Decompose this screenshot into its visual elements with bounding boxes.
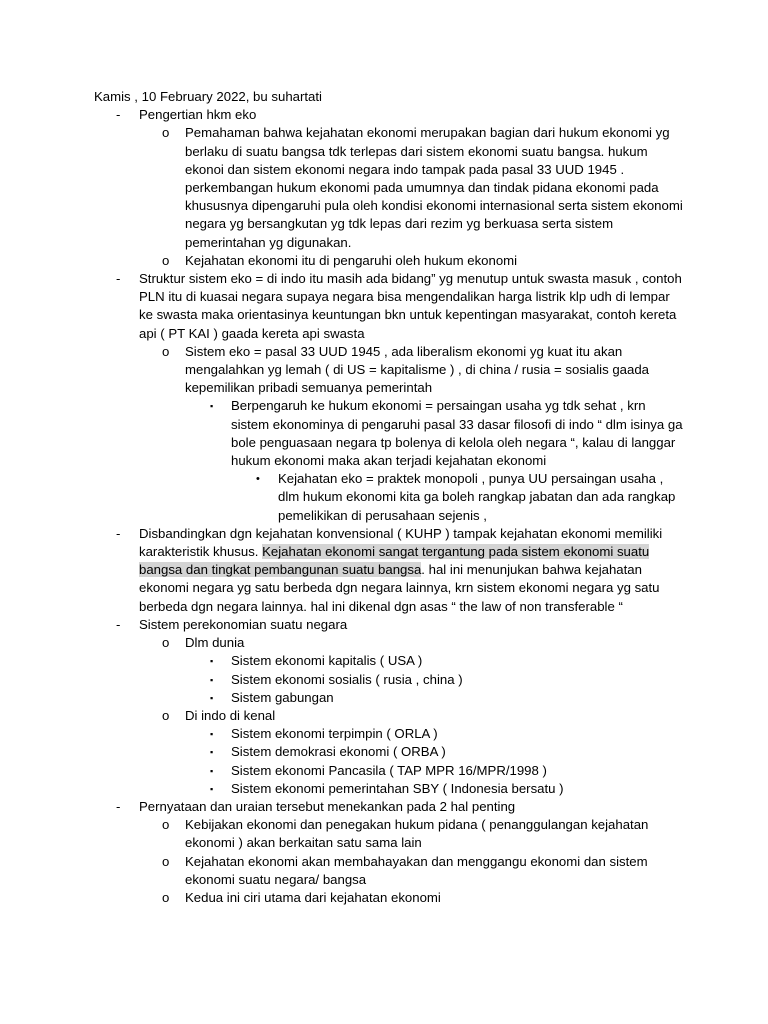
circle-marker: o <box>162 817 170 833</box>
item-text: Kejahatan eko = praktek monopoli , punya UU persaingan usaha , dlm hukum ekonomi kita ga boleh rangkap jabatan dan ada rangkap pemelikikan di perusahaan sejenis , <box>278 471 676 523</box>
list-item <box>94 270 684 343</box>
item-text: Disbandingkan dgn kejahatan konvensional ( KUHP ) tampak kejahatan ekonomi memiliki karakteristik khusus. <box>139 525 663 560</box>
dash-marker: - <box>116 798 121 814</box>
list-item <box>94 889 684 907</box>
circle-marker: o <box>162 853 170 869</box>
item-text: Sistem eko = pasal 33 UUD 1945 , ada liberalism ekonomi yg kuat itu akan mengalahkan yg lemah ( di US = kapitalisme ) , di china / rusia = sosialis gaada kepemilikan pribadi semuanya pemerintah <box>185 343 649 396</box>
item-text: Kejahatan ekonomi itu di pengaruhi oleh hukum ekonomi <box>185 252 518 268</box>
square-marker: ▪ <box>210 747 214 758</box>
item-text: Struktur sistem eko = di indo itu masih ada bidang” yg menutup untuk swasta masuk , contoh PLN itu di kuasai negara supaya negara bisa mengendalikan harga listrik klp udh di lempar ke swasta maka orientasinya keuntungan bkn untuk kepentingan masyarakat, contoh kereta api ( PT KAI ) gaada kereta api swasta <box>139 271 682 341</box>
page-header: Kamis , 10 February 2022, bu suhartati <box>94 89 322 104</box>
square-marker: ▪ <box>210 674 214 685</box>
item-text: Sistem ekonomi Pancasila ( TAP MPR 16/MPR/1998 ) <box>231 762 547 778</box>
item-text: . hal ini menunjukan bahwa kejahatan ekonomi negara yg satu berbeda dgn negara lainnya, krn sistem ekonomi negara yg satu berbeda dgn negara lainnya. hal ini dikenal dgn asas “ the law of non transferable “ <box>139 562 660 614</box>
list-item <box>94 525 684 616</box>
circle-marker: o <box>162 252 170 268</box>
dash-marker: - <box>116 271 121 287</box>
item-text: Sistem ekonomi kapitalis ( USA ) <box>231 653 423 669</box>
item-text: Dlm dunia <box>185 635 245 651</box>
item-text: Pernyataan dan uraian tersebut menekankan pada 2 hal penting <box>139 798 516 814</box>
list-item <box>94 616 684 634</box>
list-item <box>94 762 684 780</box>
dash-marker: - <box>116 525 121 541</box>
list-item <box>94 124 684 251</box>
circle-marker: o <box>162 635 170 651</box>
list-item <box>94 743 684 761</box>
list-item <box>94 652 684 670</box>
list-item <box>94 853 684 889</box>
list-item <box>94 798 684 816</box>
highlighted-text: Kejahatan ekonomi sangat tergantung pada sistem ekonomi suatu bangsa dan tingkat pembangunan suatu bangsa <box>139 544 650 578</box>
list-item <box>94 470 684 525</box>
item-text: Sistem ekonomi pemerintahan SBY ( Indonesia bersatu ) <box>231 780 564 796</box>
circle-marker: o <box>162 707 170 723</box>
bullet-marker: • <box>256 473 260 486</box>
item-text: Sistem ekonomi terpimpin ( ORLA ) <box>231 726 438 742</box>
circle-marker: o <box>162 343 170 359</box>
item-text: Di indo di kenal <box>185 707 276 723</box>
list-item <box>94 634 684 652</box>
square-marker: ▪ <box>210 729 214 740</box>
list-item <box>94 780 684 798</box>
item-text: Sistem ekonomi sosialis ( rusia , china ) <box>231 671 463 687</box>
circle-marker: o <box>162 125 170 141</box>
list-item <box>94 252 684 270</box>
list-item <box>94 671 684 689</box>
item-text: Pengertian hkm eko <box>139 107 257 123</box>
item-text: Kebijakan ekonomi dan penegakan hukum pidana ( penanggulangan kejahatan ekonomi ) akan berkaitan satu sama lain <box>185 817 649 851</box>
list-item <box>94 397 684 470</box>
list-item <box>94 689 684 707</box>
item-text: Sistem demokrasi ekonomi ( ORBA ) <box>231 744 446 760</box>
list-item <box>94 725 684 743</box>
square-marker: ▪ <box>210 401 214 412</box>
list-item <box>94 343 684 398</box>
item-text: Kejahatan ekonomi akan membahayakan dan menggangu ekonomi dan sistem ekonomi suatu negara/ bangsa <box>185 853 648 887</box>
dash-marker: - <box>116 107 121 123</box>
list-item <box>94 106 684 124</box>
item-text: Sistem gabungan <box>231 689 334 705</box>
item-text: Pemahaman bahwa kejahatan ekonomi merupakan bagian dari hukum ekonomi yg berlaku di suatu bangsa tdk terlepas dari sistem ekonomi suatu bangsa. hukum ekonoi dan sistem ekonomi negara indo tampak pada pasal 33 UUD 1945 . perkembangan hukum ekonomi pada umumnya dan tindak pidana ekonomi pada khususnya dipengaruhi pula oleh kondisi ekonomi internasional serta sistem ekonomi negara yg bersangkutan yg tdk lepas dari rezim yg berkuasa serta sistem pemerintahan yg digunakan. <box>185 125 683 250</box>
item-text: Berpengaruh ke hukum ekonomi = persaingan usaha yg tdk sehat , krn sistem ekonominya di pengaruhi pasal 33 dasar filosofi di indo “ dlm isinya ga bole penguasaan negara tp bolenya di kelola oleh negara “, kalau di langgar hukum ekonomi maka akan terjadi kejahatan ekonomi <box>231 398 683 469</box>
dash-marker: - <box>116 616 121 632</box>
square-marker: ▪ <box>210 692 214 703</box>
square-marker: ▪ <box>210 783 214 794</box>
item-text: Kedua ini ciri utama dari kejahatan ekonomi <box>185 889 441 905</box>
square-marker: ▪ <box>210 765 214 776</box>
circle-marker: o <box>162 889 170 905</box>
item-text: Sistem perekonomian suatu negara <box>139 616 348 632</box>
list-item <box>94 816 684 852</box>
list-item <box>94 707 684 725</box>
document-body <box>94 88 684 907</box>
square-marker: ▪ <box>210 656 214 667</box>
